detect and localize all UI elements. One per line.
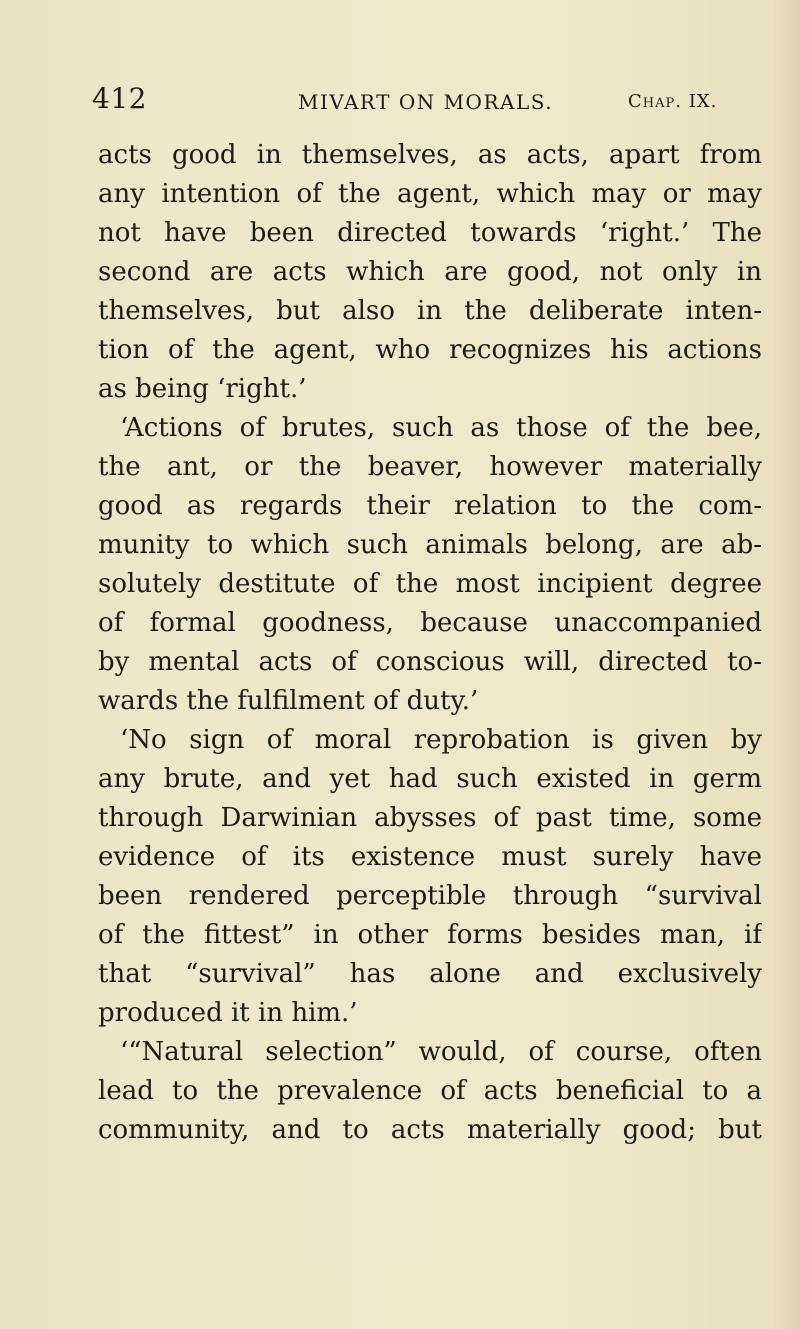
- text-line: ‘“Natural selection” would, of course, often: [120, 1037, 762, 1067]
- text-line: ‘No sign of moral reprobation is given by: [120, 725, 762, 755]
- page-number: 412: [92, 82, 147, 115]
- text-line: as being ‘right.’: [98, 374, 307, 404]
- text-line: of the fittest” in other forms besides man, if: [98, 920, 762, 950]
- text-line: wards the fulfilment of duty.’: [98, 686, 479, 716]
- text-line: ‘Actions of brutes, such as those of the bee,: [120, 413, 762, 443]
- text-line: tion of the agent, who recognizes his actions: [98, 335, 762, 365]
- text-line: second are acts which are good, not only in: [98, 257, 762, 287]
- text-line: themselves, but also in the deliberate inten-: [98, 296, 762, 326]
- text-line: not have been directed towards ‘right.’ The: [98, 218, 762, 248]
- body-text: [98, 136, 762, 1150]
- text-line: been rendered perceptible through “survival: [98, 881, 762, 911]
- text-line: by mental acts of conscious will, directed to-: [98, 647, 762, 677]
- text-line: munity to which such animals belong, are ab-: [98, 530, 762, 560]
- text-line: any intention of the agent, which may or may: [98, 179, 762, 209]
- text-line: evidence of its existence must surely have: [98, 842, 762, 872]
- text-line: lead to the prevalence of acts beneficial to a: [98, 1076, 762, 1106]
- text-line: of formal goodness, because unaccompanied: [98, 608, 762, 638]
- text-line: through Darwinian abysses of past time, some: [98, 803, 762, 833]
- chapter-label: Chap. IX.: [628, 91, 718, 112]
- running-head: [0, 82, 800, 122]
- text-line: community, and to acts materially good; but: [98, 1115, 762, 1145]
- text-line: produced it in him.’: [98, 998, 358, 1028]
- text-line: any brute, and yet had such existed in germ: [98, 764, 762, 794]
- text-line: good as regards their relation to the com-: [98, 491, 762, 521]
- text-line: acts good in themselves, as acts, apart from: [98, 140, 762, 170]
- text-line: that “survival” has alone and exclusively: [98, 959, 762, 989]
- text-line: the ant, or the beaver, however materially: [98, 452, 762, 482]
- text-line: solutely destitute of the most incipient degree: [98, 569, 762, 599]
- page-edge-shadow: [772, 0, 800, 1329]
- running-title: MIVART ON MORALS.: [298, 90, 554, 114]
